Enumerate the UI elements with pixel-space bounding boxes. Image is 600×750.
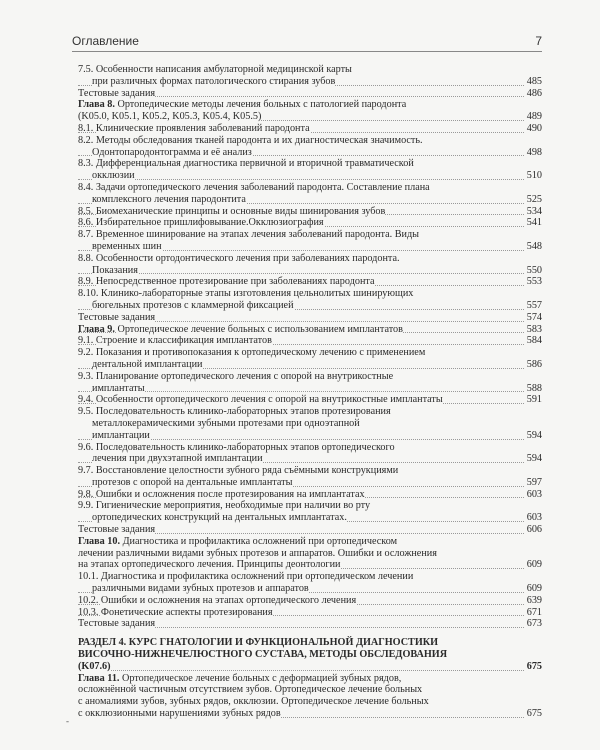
entry-text: Тестовые задания	[78, 311, 156, 323]
entry-text: Особенности ортодонтического лечения при заболеваниях пародонта.	[95, 252, 400, 264]
table-of-contents	[78, 64, 542, 720]
toc-entry[interactable]	[78, 335, 542, 347]
entry-number: 8.8.	[78, 252, 96, 264]
entry-page-number: 548	[526, 240, 542, 252]
entry-text: Избирательное пришлифовывание.Окклюзиография	[95, 217, 324, 229]
toc-entry[interactable]	[78, 288, 542, 312]
entry-text: Фонетические аспекты протезирования	[100, 606, 273, 618]
running-head-title: Оглавление	[72, 34, 139, 48]
toc-chapter-11[interactable]	[78, 673, 542, 720]
entry-number: 8.7.	[78, 229, 96, 241]
entry-page-number: 485	[526, 75, 542, 87]
entry-page-number: 550	[526, 264, 542, 276]
entry-text: РАЗДЕЛ 4. КУРС ГНАТОЛОГИИ И ФУНКЦИОНАЛЬНОЙ ДИАГНОСТИКИ	[78, 637, 439, 649]
toc-entry[interactable]	[78, 618, 542, 630]
toc-entry[interactable]	[78, 229, 542, 253]
entry-text: (K07.6)	[78, 660, 111, 672]
entry-text: при различных формах патологического стирания зубов	[92, 75, 336, 87]
entry-page-number: 498	[526, 146, 542, 158]
entry-page-number: 594	[526, 429, 542, 441]
entry-text: металлокерамическими зубными протезами при одноэтапной	[92, 417, 360, 429]
entry-text: ортопедических конструкций на дентальных имплантатах.	[92, 512, 347, 524]
toc-entry[interactable]	[78, 500, 542, 524]
entry-page-number: 673	[526, 618, 542, 630]
entry-page-number: 584	[526, 335, 542, 347]
entry-text: различными видами зубных протезов и аппаратов	[92, 583, 309, 595]
entry-page-number: 534	[526, 205, 542, 217]
toc-entry[interactable]	[78, 206, 542, 218]
entry-page-number: 525	[526, 193, 542, 205]
toc-entry[interactable]	[78, 442, 542, 466]
entry-number: 8.4.	[78, 181, 96, 193]
entry-text: Клинико-лабораторные этапы изготовления цельнолитых шинирующих	[100, 288, 414, 300]
entry-text: Особенности написания амбулаторной медицинской карты	[95, 64, 352, 75]
page-number: 7	[535, 34, 542, 48]
entry-text: Ортопедическое лечение больных с деформацией зубных рядов,	[122, 672, 402, 684]
entry-text: протезов с опорой на дентальные имплантаты	[92, 476, 293, 488]
entry-text: имплантаты	[92, 382, 145, 394]
entry-number: 10.2.	[78, 594, 101, 606]
entry-page-number: 489	[526, 111, 542, 123]
entry-text: Тестовые задания	[78, 524, 156, 536]
toc-entry[interactable]	[78, 312, 542, 324]
entry-text: Показания	[92, 264, 138, 276]
entry-number: 9.5.	[78, 406, 96, 418]
entry-text: Показания и противопоказания к ортопедическому лечению с применением	[95, 347, 426, 359]
entry-text: Строение и классификация имплантатов	[95, 335, 272, 347]
toc-entry[interactable]	[78, 371, 542, 395]
entry-page-number: 609	[526, 559, 542, 571]
entry-page-number: 510	[526, 170, 542, 182]
entry-text: Тестовые задания	[78, 87, 156, 99]
entry-text: Ошибки и осложнения на этапах ортопедического лечения	[100, 594, 357, 606]
toc-entry[interactable]	[78, 394, 542, 406]
entry-text: лечении различными видами зубных протезов и аппаратов. Ошибки и осложнения	[78, 547, 437, 559]
entry-text: Непосредственное протезирование при заболеваниях пародонта	[95, 276, 375, 288]
entry-page-number: 586	[526, 358, 542, 370]
entry-page-number: 675	[526, 660, 542, 672]
toc-entry[interactable]	[78, 465, 542, 489]
toc-entry[interactable]	[78, 536, 542, 571]
header-rule	[72, 51, 542, 52]
entry-number: 9.7.	[78, 465, 96, 477]
toc-entry[interactable]	[78, 595, 542, 607]
toc-entry[interactable]	[78, 571, 542, 595]
entry-number: 8.6.	[78, 217, 96, 229]
entry-page-number: 591	[526, 394, 542, 406]
entry-text: Последовательность клинико-лабораторных этапов ортопедического	[95, 441, 395, 453]
entry-text: комплексного лечения пародонтита	[92, 193, 246, 205]
entry-text: окклюзии	[92, 170, 135, 182]
entry-number: 8.3.	[78, 158, 96, 170]
entry-text: Дифференциальная диагностика первичной и вторичной травматической	[95, 158, 414, 170]
entry-text: на этапах ортопедического лечения. Принципы деонтологии	[78, 559, 341, 571]
entry-page-number: 574	[526, 311, 542, 323]
entry-text: с аномалиями зубов, зубных рядов, окклюзии. Ортопедическое лечение больных	[78, 696, 429, 708]
entry-number: 8.2.	[78, 134, 96, 146]
entry-text: Последовательность клинико-лабораторных этапов протезирования	[95, 406, 391, 418]
toc-section-4[interactable]	[78, 637, 542, 672]
toc-entry[interactable]	[78, 217, 542, 229]
entry-text: Особенности ортопедического лечения с опорой на внутрикостные имплантаты	[95, 394, 443, 406]
toc-entry[interactable]	[78, 123, 542, 135]
toc-entry[interactable]	[78, 607, 542, 619]
toc-entry[interactable]	[78, 524, 542, 536]
entry-page-number: 588	[526, 382, 542, 394]
entry-text: Ортопедическое лечение больных с использованием имплантатов	[117, 323, 403, 335]
entry-number: Глава 9.	[78, 323, 118, 335]
entry-text: временных шин	[92, 240, 162, 252]
toc-entry[interactable]	[78, 182, 542, 206]
toc-entry[interactable]	[78, 347, 542, 371]
entry-text: Диагностика и профилактика осложнений при ортопедическом лечении	[100, 571, 414, 583]
toc-entry[interactable]	[78, 99, 542, 123]
entry-number: 10.3.	[78, 606, 101, 618]
entry-number: Глава 8.	[78, 99, 118, 111]
entry-number: 9.1.	[78, 335, 96, 347]
entry-text: Ортопедические методы лечения больных с патологией пародонта	[117, 99, 407, 111]
entry-page-number: 671	[526, 606, 542, 618]
entry-text: Временное шинирование на этапах лечения заболеваний пародонта. Виды	[95, 229, 420, 241]
entry-number: 8.5.	[78, 205, 96, 217]
entry-number: Глава 10.	[78, 535, 123, 547]
entry-text: Гигиенические мероприятия, необходимые при наличии во рту	[95, 500, 371, 512]
entry-text: Планирование ортопедического лечения с опорой на внутрикостные	[95, 370, 394, 382]
toc-entry[interactable]	[78, 64, 542, 88]
toc-entry[interactable]	[78, 489, 542, 501]
entry-text: Биомеханические принципы и основные виды шинирования зубов	[95, 205, 386, 217]
entry-page-number: 609	[526, 583, 542, 595]
entry-text: с окклюзионными нарушениями зубных рядов	[78, 708, 281, 720]
entry-number: 9.8.	[78, 488, 96, 500]
running-head	[72, 34, 542, 48]
entry-page-number: 553	[526, 276, 542, 288]
entry-page-number: 594	[526, 453, 542, 465]
toc-entry[interactable]	[78, 406, 542, 441]
entry-number: 8.10.	[78, 288, 101, 300]
entry-text: ВИСОЧНО-НИЖНЕЧЕЛЮСТНОГО СУСТАВА, МЕТОДЫ ОБСЛЕДОВАНИЯ	[78, 649, 448, 661]
entry-text: Восстановление целостности зубного ряда съёмными конструкциями	[95, 465, 399, 477]
entry-number: Глава 11.	[78, 672, 123, 684]
entry-page-number: 541	[526, 217, 542, 229]
entry-page-number: 606	[526, 524, 542, 536]
margin-mark: -	[66, 716, 69, 726]
entry-text: Ошибки и осложнения после протезирования на имплантатах	[95, 488, 365, 500]
entry-page-number: 597	[526, 476, 542, 488]
entry-text: бюгельных протезов с кламмерной фиксацией	[92, 299, 294, 311]
toc-entry[interactable]	[78, 324, 542, 336]
toc-entry[interactable]	[78, 158, 542, 182]
toc-entry[interactable]	[78, 88, 542, 100]
entry-page-number: 486	[526, 87, 542, 99]
entry-page-number: 490	[526, 122, 542, 134]
entry-text: Задачи ортопедического лечения заболеваний пародонта. Составление плана	[95, 181, 430, 193]
entry-text: дентальной имплантации	[92, 358, 203, 370]
entry-text: Клинические проявления заболеваний пародонта	[95, 122, 310, 134]
toc-entry[interactable]	[78, 276, 542, 288]
entry-page-number: 603	[526, 512, 542, 524]
entry-number: 9.9.	[78, 500, 96, 512]
entry-number: 10.1.	[78, 571, 101, 583]
entry-text: осложнённой частичным отсутствием зубов. Ортопедическое лечение больных	[78, 684, 423, 696]
entry-text: лечения при двухэтапной имплантации	[92, 453, 263, 465]
entry-number: 9.2.	[78, 347, 96, 359]
entry-number: 8.1.	[78, 122, 96, 134]
entry-number: 9.3.	[78, 370, 96, 382]
entry-text: Тестовые задания	[78, 618, 156, 630]
toc-entry[interactable]	[78, 135, 542, 159]
entry-page-number: 583	[526, 323, 542, 335]
entry-text: Методы обследования тканей пародонта и их диагностическая значимость.	[95, 134, 423, 146]
entry-number: 8.9.	[78, 276, 96, 288]
entry-number: 9.4.	[78, 394, 96, 406]
toc-entry[interactable]	[78, 253, 542, 277]
entry-text: имплантации	[92, 429, 150, 441]
entry-page-number: 639	[526, 594, 542, 606]
entry-text: Диагностика и профилактика осложнений при ортопедическом	[122, 535, 398, 547]
entry-number: 9.6.	[78, 441, 96, 453]
entry-text: (K05.0, K05.1, K05.2, K05.3, K05.4, K05.5)	[78, 111, 262, 123]
entry-page-number: 557	[526, 299, 542, 311]
entry-number: 7.5.	[78, 64, 96, 75]
entry-page-number: 675	[526, 708, 542, 720]
entry-page-number: 603	[526, 488, 542, 500]
entry-text: Одонтопародонтограмма и её анализ	[92, 146, 252, 158]
